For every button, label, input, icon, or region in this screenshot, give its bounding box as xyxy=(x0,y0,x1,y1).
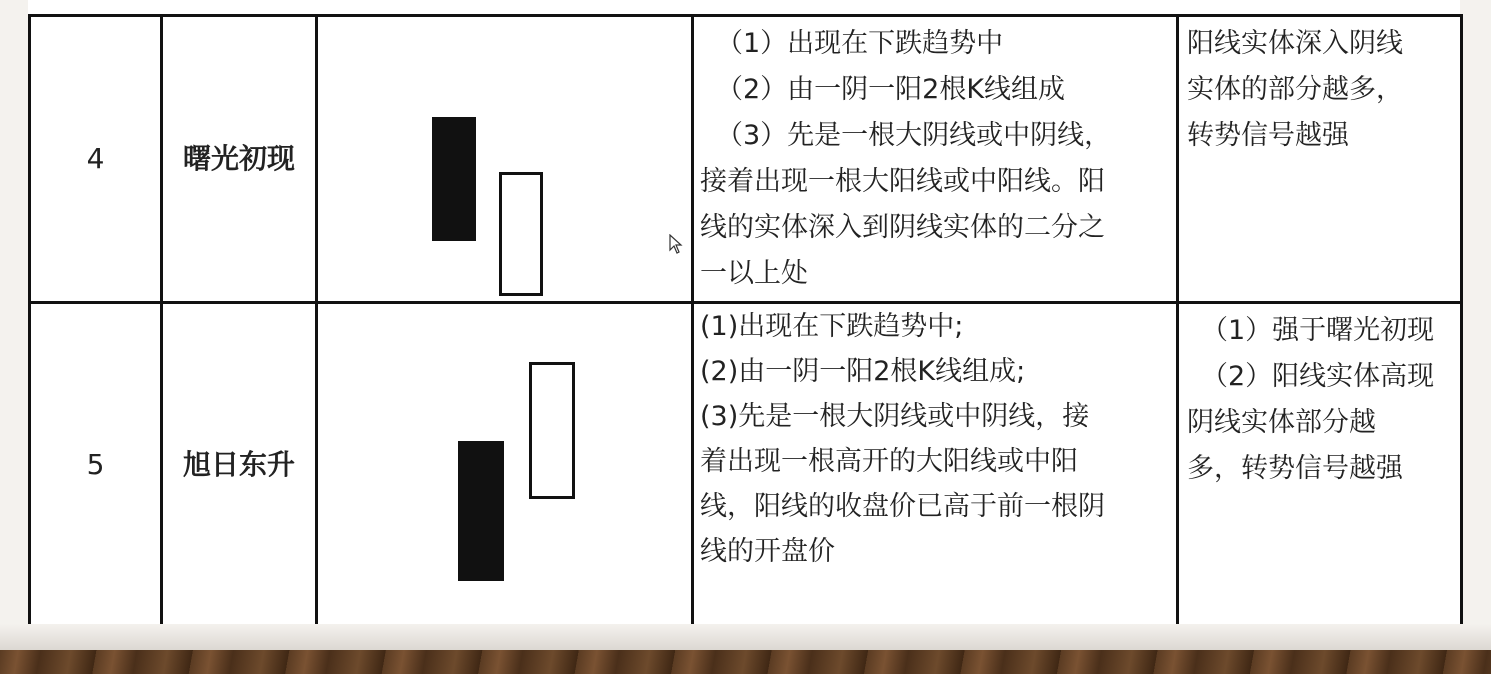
pattern-notes xyxy=(1178,303,1462,627)
row-number: 5 xyxy=(30,303,162,627)
bullish-candle xyxy=(529,362,575,499)
pattern-table xyxy=(28,0,1460,624)
pattern-conditions xyxy=(693,16,1178,303)
condition-line: 一以上处 xyxy=(700,258,808,289)
pattern-conditions xyxy=(693,303,1178,627)
note-line: （1）强于曙光初现 xyxy=(1201,315,1435,346)
note-line: 阴线实体部分越 xyxy=(1187,407,1376,438)
wood-floor xyxy=(0,650,1491,674)
note-line: （2）阳线实体高现 xyxy=(1201,361,1435,392)
note-line: 多，转势信号越强 xyxy=(1187,453,1403,484)
pattern-notes xyxy=(1178,16,1462,303)
pattern-name: 曙光初现 xyxy=(162,16,317,303)
stage-shadow xyxy=(0,624,1491,650)
pattern-diagram xyxy=(317,16,693,303)
condition-line: 着出现一根高开的大阳线或中阳 xyxy=(700,446,1078,477)
mouse-pointer-icon xyxy=(669,234,683,254)
condition-line: 接着出现一根大阳线或中阳线。阳 xyxy=(700,166,1105,197)
condition-line: （2）由一阴一阳2根K线组成 xyxy=(716,74,1066,105)
table-row xyxy=(30,303,1462,627)
pattern-diagram xyxy=(317,303,693,627)
candlestick-pattern-table xyxy=(28,14,1463,626)
condition-line: (2)由一阴一阳2根K线组成; xyxy=(700,356,1026,387)
pattern-name: 旭日东升 xyxy=(162,303,317,627)
condition-line: 线的开盘价 xyxy=(700,536,835,567)
note-line: 转势信号越强 xyxy=(1187,120,1349,151)
condition-line: 线的实体深入到阴线实体的二分之 xyxy=(700,212,1105,243)
note-line: 阳线实体深入阴线 xyxy=(1187,28,1403,59)
condition-line: (1)出现在下跌趋势中; xyxy=(700,311,964,342)
table-row xyxy=(30,16,1462,303)
row-number: 4 xyxy=(30,16,162,303)
condition-line: 线，阳线的收盘价已高于前一根阴 xyxy=(700,491,1105,522)
condition-line: （1）出现在下跌趋势中 xyxy=(716,28,1004,59)
condition-line: （3）先是一根大阴线或中阴线， xyxy=(716,120,1112,151)
bearish-candle xyxy=(458,441,504,581)
note-line: 实体的部分越多， xyxy=(1187,74,1403,105)
bearish-candle xyxy=(432,117,476,241)
bullish-candle xyxy=(499,172,543,296)
condition-line: (3)先是一根大阴线或中阴线，接 xyxy=(700,401,1090,432)
